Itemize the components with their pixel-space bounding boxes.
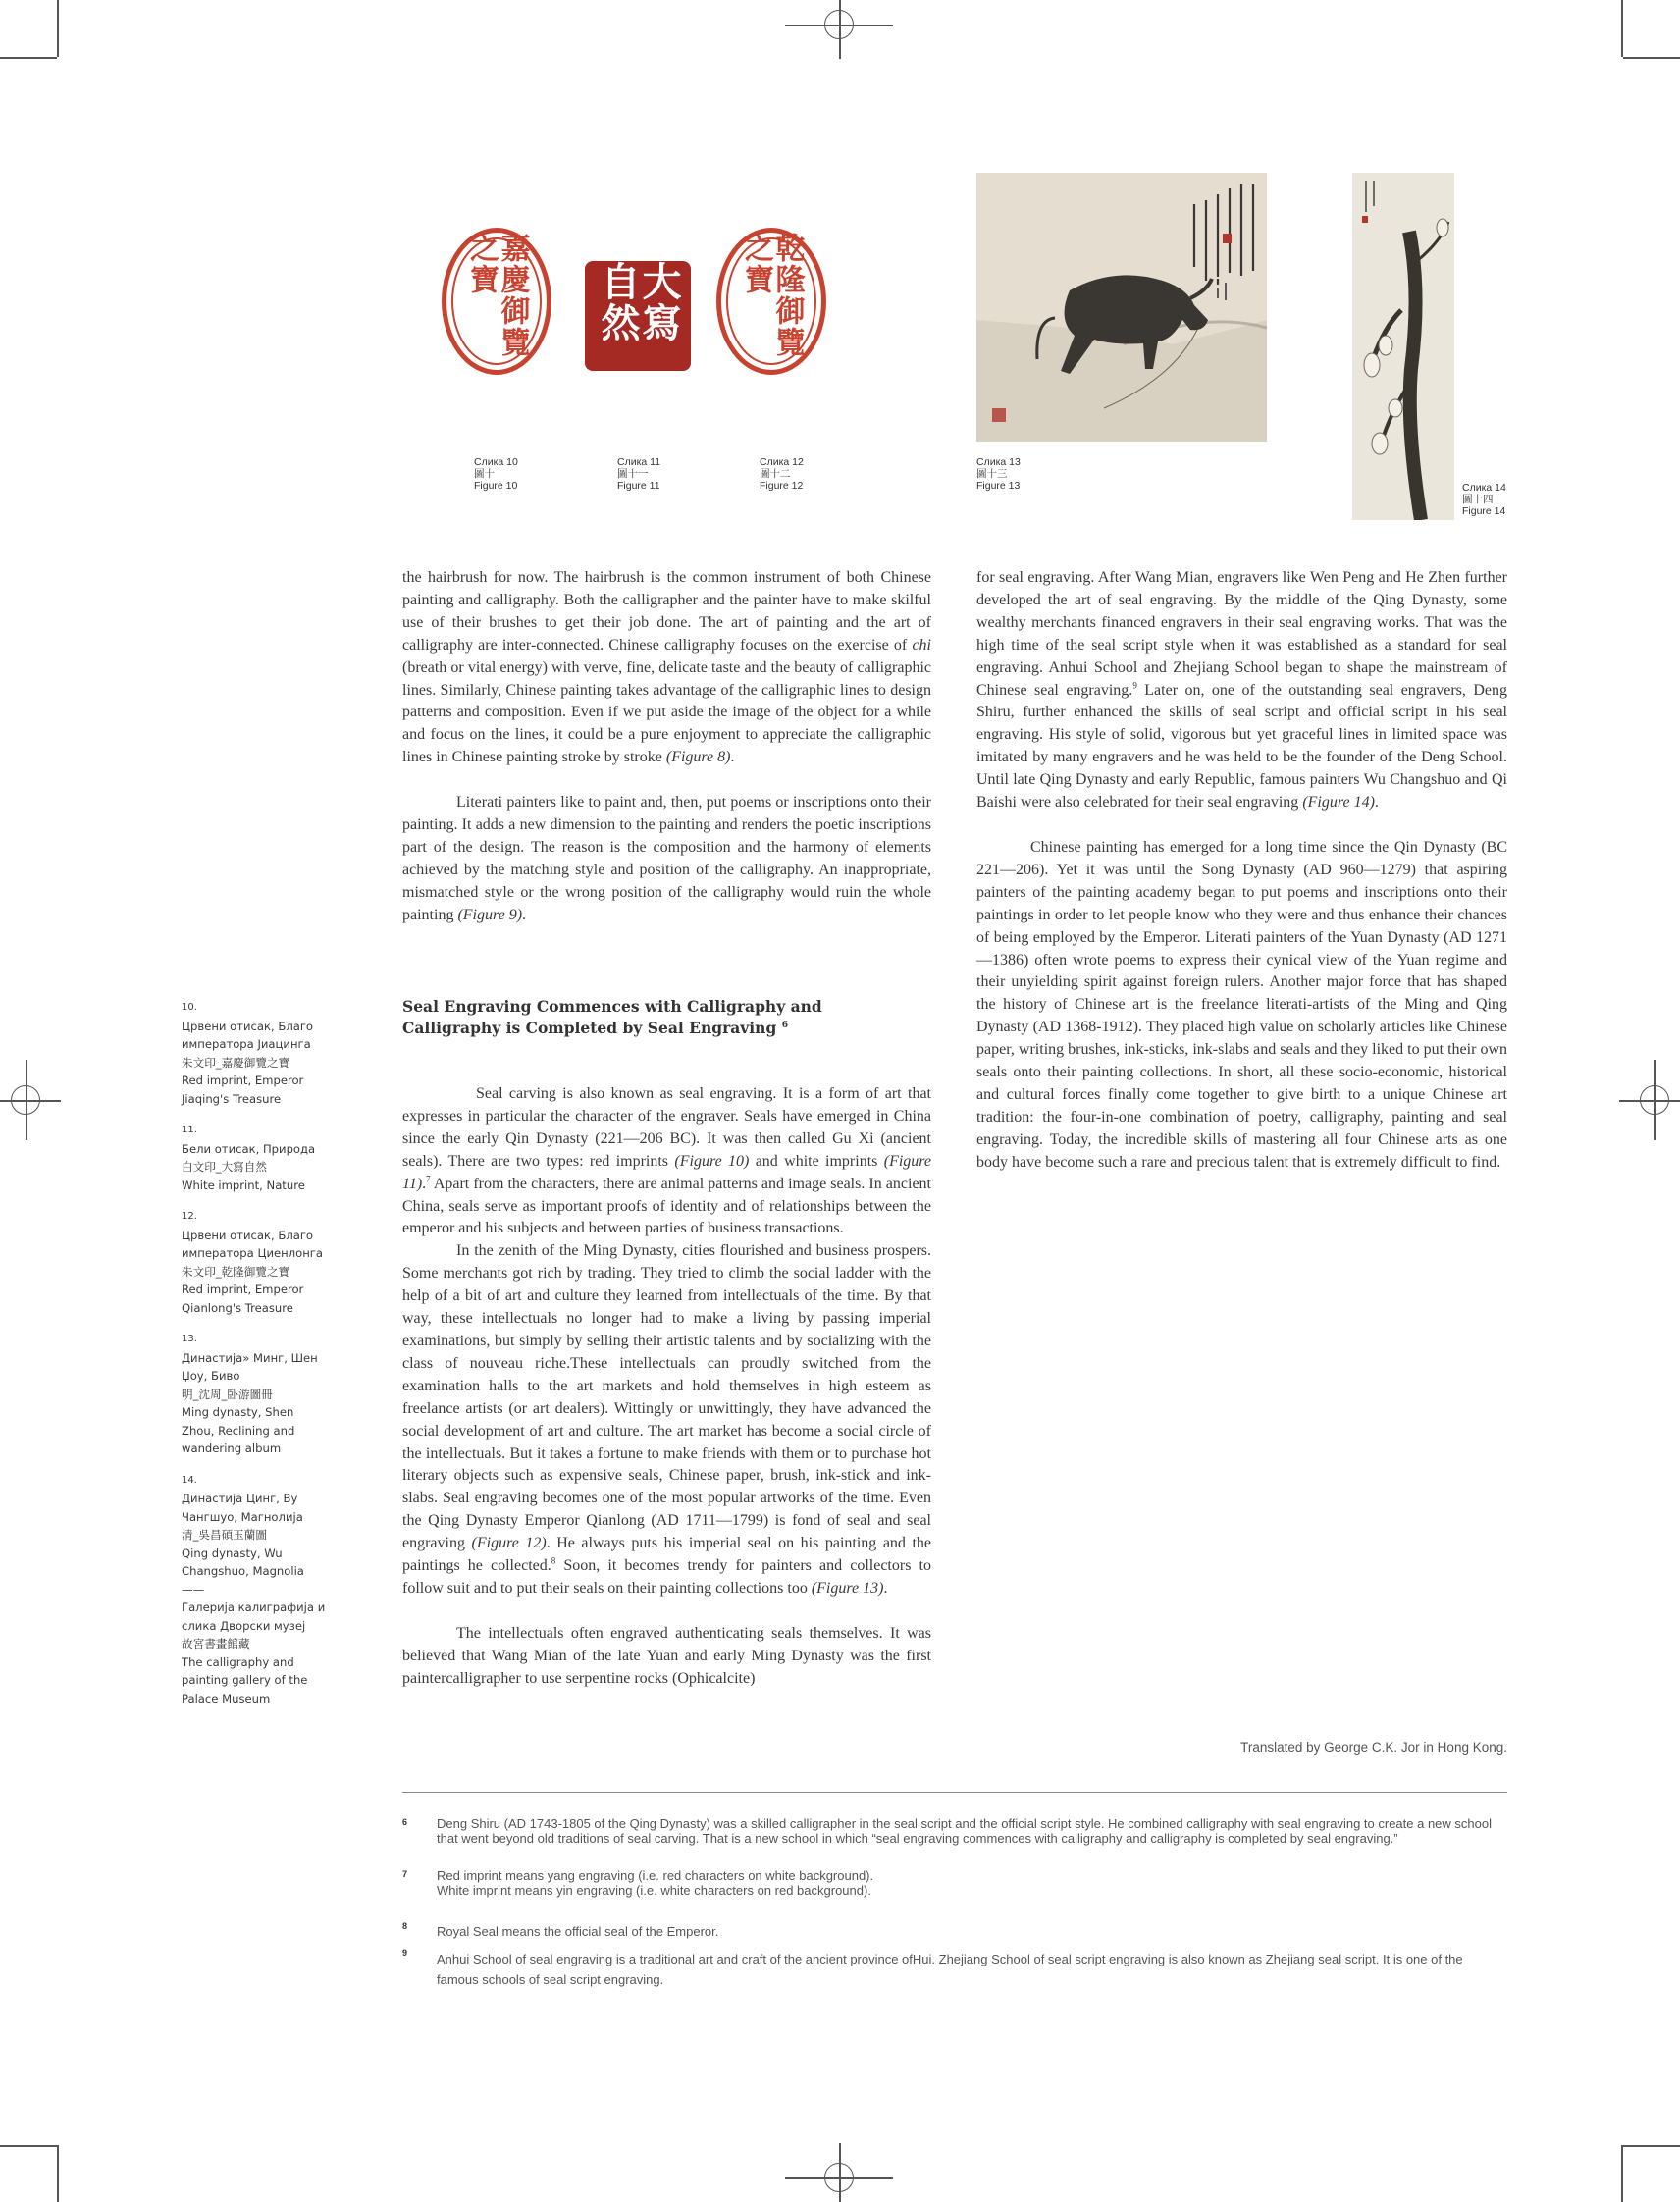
body-column-2	[976, 567, 1507, 1175]
footnote-8: Royal Seal means the official seal of the Emperor.	[437, 1924, 719, 1939]
seal-characters: 嘉慶御覽之寶	[464, 233, 530, 358]
crop-mark	[0, 57, 57, 59]
painting-figure-13	[976, 173, 1267, 442]
figure-note: 12. Црвени отисак, Благо императора Циенлонга 朱文印_乾隆御覽之寶 Red imprint, Emperor Qianlong's Treasure	[182, 1211, 323, 1315]
crop-mark	[57, 0, 59, 57]
crop-mark	[0, 2145, 57, 2147]
paragraph: Literati painters like to paint and, then, put poems or inscriptions onto their painting. It adds a new dimension to the painting and renders the poetic inscriptions part of the design. The reason is the composition and the harmony of elements achieved by the matching style and position of the calligraphy. An inappropriate, mismatched style or the wrong position of the calligraphy would ruin the whole painting (Figure 9).	[402, 794, 931, 923]
footnote-7: Red imprint means yang engraving (i.e. red characters on white background). White imprint means yin engraving (i.e. white characters on red background).	[437, 1868, 874, 1898]
paragraph: Chinese painting has emerged for a long time since the Qin Dynasty (BC 221—206). Yet it was until the Song Dynasty (AD 960—1279) that aspiring painters of the painting academy began to put poems and inscriptions onto their paintings in order to let people know who they were and thus enhance their chances of being employed by the Emperor. Literati painters of the Yuan Dynasty (AD 1271—1386) often wrote poems to express their cynical view of the Yuan regime and their unyielding spirit against foreign rulers. Another major force that has shaped the history of Chinese art is the freelance literati-artists of the Ming and Qing Dynasty (AD 1368-1912). They placed high value on scholarly articles like Chinese paper, writing brushes, ink-sticks, ink-slabs and seals and they liked to put their own seals onto their painting collections. In short, all these socio-economic, historical and cultural forces finally come together to give birth to a unique Chinese art tradition: the four-in-one combination of poetry, calligraphy, painting and seal engraving. Today, the incredible skills of mastering all four Chinese arts as one body have become such a rare and precious talent that is extremely difficult to find.	[976, 838, 1507, 1171]
paragraph: The intellectuals often engraved authenticating seals themselves. It was believed that Wang Mian of the late Yuan and early Ming Dynasty was the first paintercalligrapher to use serpentine rocks (Ophicalcite)	[402, 1624, 931, 1687]
body-column-1-continued	[402, 1083, 931, 1691]
figure-note: 10. Црвени отисак, Благо императора Јиацинга 朱文印_嘉慶御覽之寶 Red imprint, Emperor Jiaqing's Treasure	[182, 1002, 314, 1106]
crop-mark	[57, 2145, 59, 2202]
caption-figure-11: Слика 11 圖十一 Figure 11	[617, 456, 661, 492]
footnote-6: Deng Shiru (AD 1743-1805 of the Qing Dynasty) was a skilled calligrapher in the seal script and the official script style. He combined calligraphy with seal engraving to create a new school that went beyond old traditions of seal carving. That is a new school in which “seal engraving commences with calligraphy and calligraphy is completed by seal engraving.”	[437, 1816, 1492, 1846]
translator-credit: Translated by George C.K. Jor in Hong Kong.	[1240, 1740, 1507, 1755]
footnote-number: 7	[402, 1869, 408, 1879]
footnote-number: 9	[402, 1948, 408, 1958]
seal-figure-10	[442, 228, 551, 375]
seal-figure-11	[585, 261, 691, 371]
figure-notes-sidebar	[182, 999, 329, 1721]
paragraph: In the zenith of the Ming Dynasty, cities flourished and business prospers. Some merchants got rich by trading. They tried to climb the social ladder with the help of a bit of art and culture they learned from intellectuals of the time. By that way, these intellectuals no longer had to make a living by passing imperial examinations, but simply by selling their artistic talents and by socializing with the class of nouveau riche.These intellectuals can proudly switched from the examination halls to the art markets and hold themselves in high esteem as freelance artists (or art dealers). Wittingly or unwittingly, they have advanced the social development of art and culture. The art market has become a social circle of the intellectuals. But it takes a fortune to make friends with them or to purchase hot literary objects such as expensive seals, Chinese paper, brush, ink-stick and ink-slabs. Seal engraving becomes one of the most popular artworks of the time. Even the Qing Dynasty Emperor Qianlong (AD 1711—1799) is fond of seal and seal engraving (Figure 12). He always puts his imperial seal on his painting and the paintings he collected.$^8$ Soon, it becomes trendy for painters and collectors to follow suit and to put their seals on their painting collections too (Figure 13).	[402, 1242, 932, 1597]
seal-characters: 大寫自然	[595, 261, 682, 343]
section-heading: Seal Engraving Commences with Calligraphy and Calligraphy is Completed by Seal Engraving $^6$	[402, 997, 822, 1037]
crop-mark	[1621, 2145, 1623, 2202]
crop-mark	[1623, 57, 1680, 59]
caption-figure-10: Слика 10 圖十 Figure 10	[474, 456, 518, 492]
figure-note: 14. Династија Цинг, Ву Чангшуо, Магнолија 清_吳昌碩玉蘭圖 Qing dynasty, Wu Changshuo, Magnolia —— Галерија калиграфија и слика Дворски музеј 故宮書畫館藏 The calligraphy and painting gallery of the Palace Museum	[182, 1474, 326, 1705]
body-column-1	[402, 567, 931, 927]
crop-mark	[1623, 2145, 1680, 2147]
crop-mark	[1621, 0, 1623, 57]
footnote-9: Anhui School of seal engraving is a traditional art and craft of the ancient province ofHui. Zhejiang School of seal script engraving is also known as Zhejiang seal script. It is one of the famous schools of seal script engraving.	[437, 1952, 1463, 1987]
seal-characters: 乾隆御覽之寶	[739, 233, 805, 358]
paragraph: the hairbrush for now. The hairbrush is the common instrument of both Chinese painting and calligraphy. Both the calligrapher and the painter have to make skilful use of their brushes to get their job done. The art of painting and the art of calligraphy are inter-connected. Chinese calligraphy focuses on the exercise of chi (breath or vital energy) with verve, fine, delicate taste and the beauty of calligraphic lines. Similarly, Chinese painting takes advantage of the calligraphic lines to design patterns and composition. Even if we put aside the image of the object for a while and focus on the lines, it could be a pure enjoyment to appreciate the calligraphic lines in Chinese painting stroke by stroke (Figure 8).	[402, 569, 931, 766]
footnote-divider	[402, 1792, 1507, 1793]
painting-figure-14	[1352, 173, 1454, 520]
paragraph: Seal carving is also known as seal engraving. It is a form of art that expresses in particular the character of the engraver. Seals have emerged in China since the early Qin Dynasty (221—206 BC). It was then called Gu Xi (ancient seals). There are two types: red imprints (Figure 10) and white imprints (Figure 11).$^7$ Apart from the characters, there are animal patterns and image seals. In ancient China, seals serve as important proofs of identity and of relationships between the emperor and his subjects and between parties of business transactions.	[402, 1085, 932, 1237]
footnote-number: 8	[402, 1921, 408, 1931]
figure-note: 11. Бели отисак, Природа 白文印_大寫自然 White imprint, Nature	[182, 1125, 316, 1192]
figure-note: 13. Династија» Минг, Шен Џоу, Биво 明_沈周_卧游圖冊 Ming dynasty, Shen Zhou, Reclining and wandering album	[182, 1334, 318, 1455]
footnote-number: 6	[402, 1817, 408, 1827]
caption-figure-14: Слика 14 圖十四 Figure 14	[1462, 482, 1506, 517]
buffalo-painting-image	[976, 173, 1267, 442]
magnolia-painting-image	[1352, 173, 1454, 520]
caption-figure-12: Слика 12 圖十二 Figure 12	[760, 456, 804, 492]
caption-figure-13: Слика 13 圖十三 Figure 13	[976, 456, 1021, 492]
seal-figure-12	[716, 228, 826, 375]
paragraph: for seal engraving. After Wang Mian, engravers like Wen Peng and He Zhen further developed the art of seal engraving. By the middle of the Qing Dynasty, some wealthy merchants financed engravers in their seal engraving works. That was the high time of the seal script style when it was established as a standard for seal engraving. Anhui School and Zhejiang School began to shape the mainstream of Chinese seal engraving.$^9$ Later on, one of the outstanding seal engravers, Deng Shiru, further enhanced the skills of seal script and official script in his seal engraving. His style of solid, vigorous but yet graceful lines in limited space was imitated by many engravers and he was held to be the founder of the Deng School. Until late Qing Dynasty and early Republic, famous painters Wu Changshuo and Qi Baishi were also celebrated for their seal engraving (Figure 14).	[976, 569, 1507, 812]
